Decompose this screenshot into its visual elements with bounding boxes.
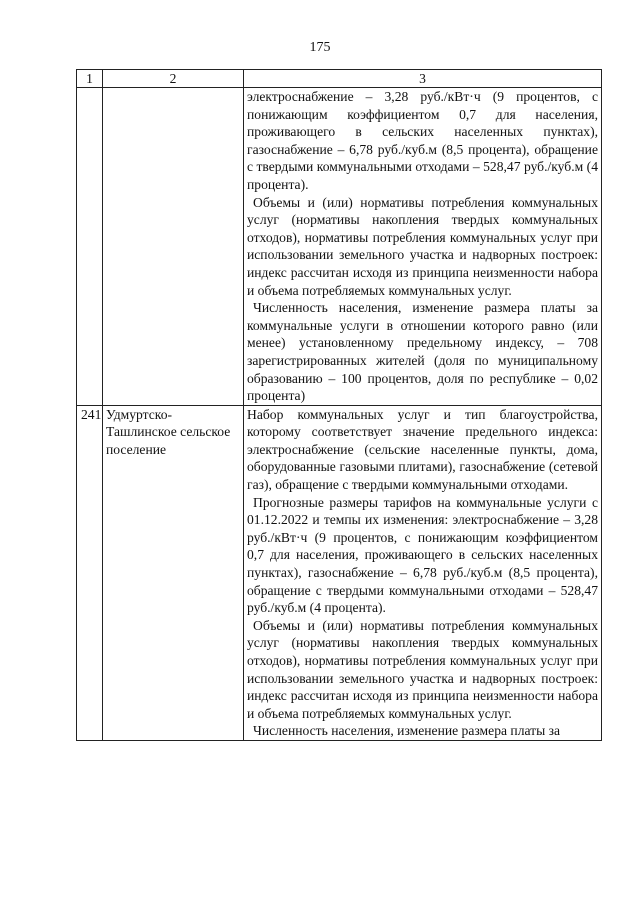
table-row-241 (77, 405, 602, 740)
table-row-continued (77, 88, 602, 406)
description-cell (244, 88, 602, 406)
paragraph-service-set: Набор коммунальных услуг и тип благоустройства, которому соответствует значение предельного индекса: электроснабжение (сельские населенные пункты, дома, оборудованные газовыми плитами), газоснабжение (сетевой газ), обращение с твердыми коммунальными отходами. (247, 406, 598, 493)
header-col-1: 1 (77, 70, 103, 88)
paragraph-tariffs: Прогнозные размеры тарифов на коммунальные услуги с 01.12.2022 и темпы их изменения: электроснабжение – 3,28 руб./кВт·ч (9 процентов, с понижающим коэффициентом 0,7 для населения, проживающего в сельских населенных пунктах), газоснабжение – 6,78 руб./куб.м (8,5 процента), обращение с твердыми коммунальными отходами – 528,47 руб./куб.м (4 процента). (247, 494, 598, 616)
paragraph-tariffs: электроснабжение – 3,28 руб./кВт·ч (9 процентов, с понижающим коэффициентом 0,7 для населения, проживающего в сельских населенных пунктах), газоснабжение – 6,78 руб./куб.м (8,5 процента), обращение с твердыми коммунальными отходами – 528,47 руб./куб.м (4 процента). (247, 89, 598, 192)
table-header-row (77, 70, 602, 88)
tariff-table (76, 69, 602, 741)
municipality-name-cell: Удмуртско-Ташлинское сельское поселение (103, 405, 244, 740)
description-cell (244, 405, 602, 740)
row-number-cell (77, 88, 103, 406)
header-col-3: 3 (244, 70, 602, 88)
page-number: 175 (309, 40, 331, 55)
header-col-2: 2 (103, 70, 244, 88)
paragraph-population: Численность населения, изменение размера платы за (253, 723, 561, 739)
row-number-cell: 241 (77, 405, 103, 740)
paragraph-volumes: Объемы и (или) нормативы потребления коммунальных услуг (нормативы накопления твердых коммунальных отходов), нормативы потребления коммунальных услуг при использовании земельного участка и надворных построек: индекс рассчитан исходя из принципа неизменности набора и объема потребляемых коммунальных услуг. (247, 194, 598, 298)
paragraph-volumes: Объемы и (или) нормативы потребления коммунальных услуг (нормативы накопления твердых коммунальных отходов), нормативы потребления коммунальных услуг при использовании земельного участка и надворных построек: индекс рассчитан исходя из принципа неизменности набора и объема потребляемых коммунальных услуг. (247, 617, 598, 721)
paragraph-population: Численность населения, изменение размера платы за коммунальные услуги в отношении которого равно (или менее) установленному предельному индексу, – 708 зарегистрированных жителей (доля по муниципальному образованию – 100 процентов, доля по республике – 0,02 процента) (247, 300, 598, 404)
municipality-name-cell (103, 88, 244, 406)
